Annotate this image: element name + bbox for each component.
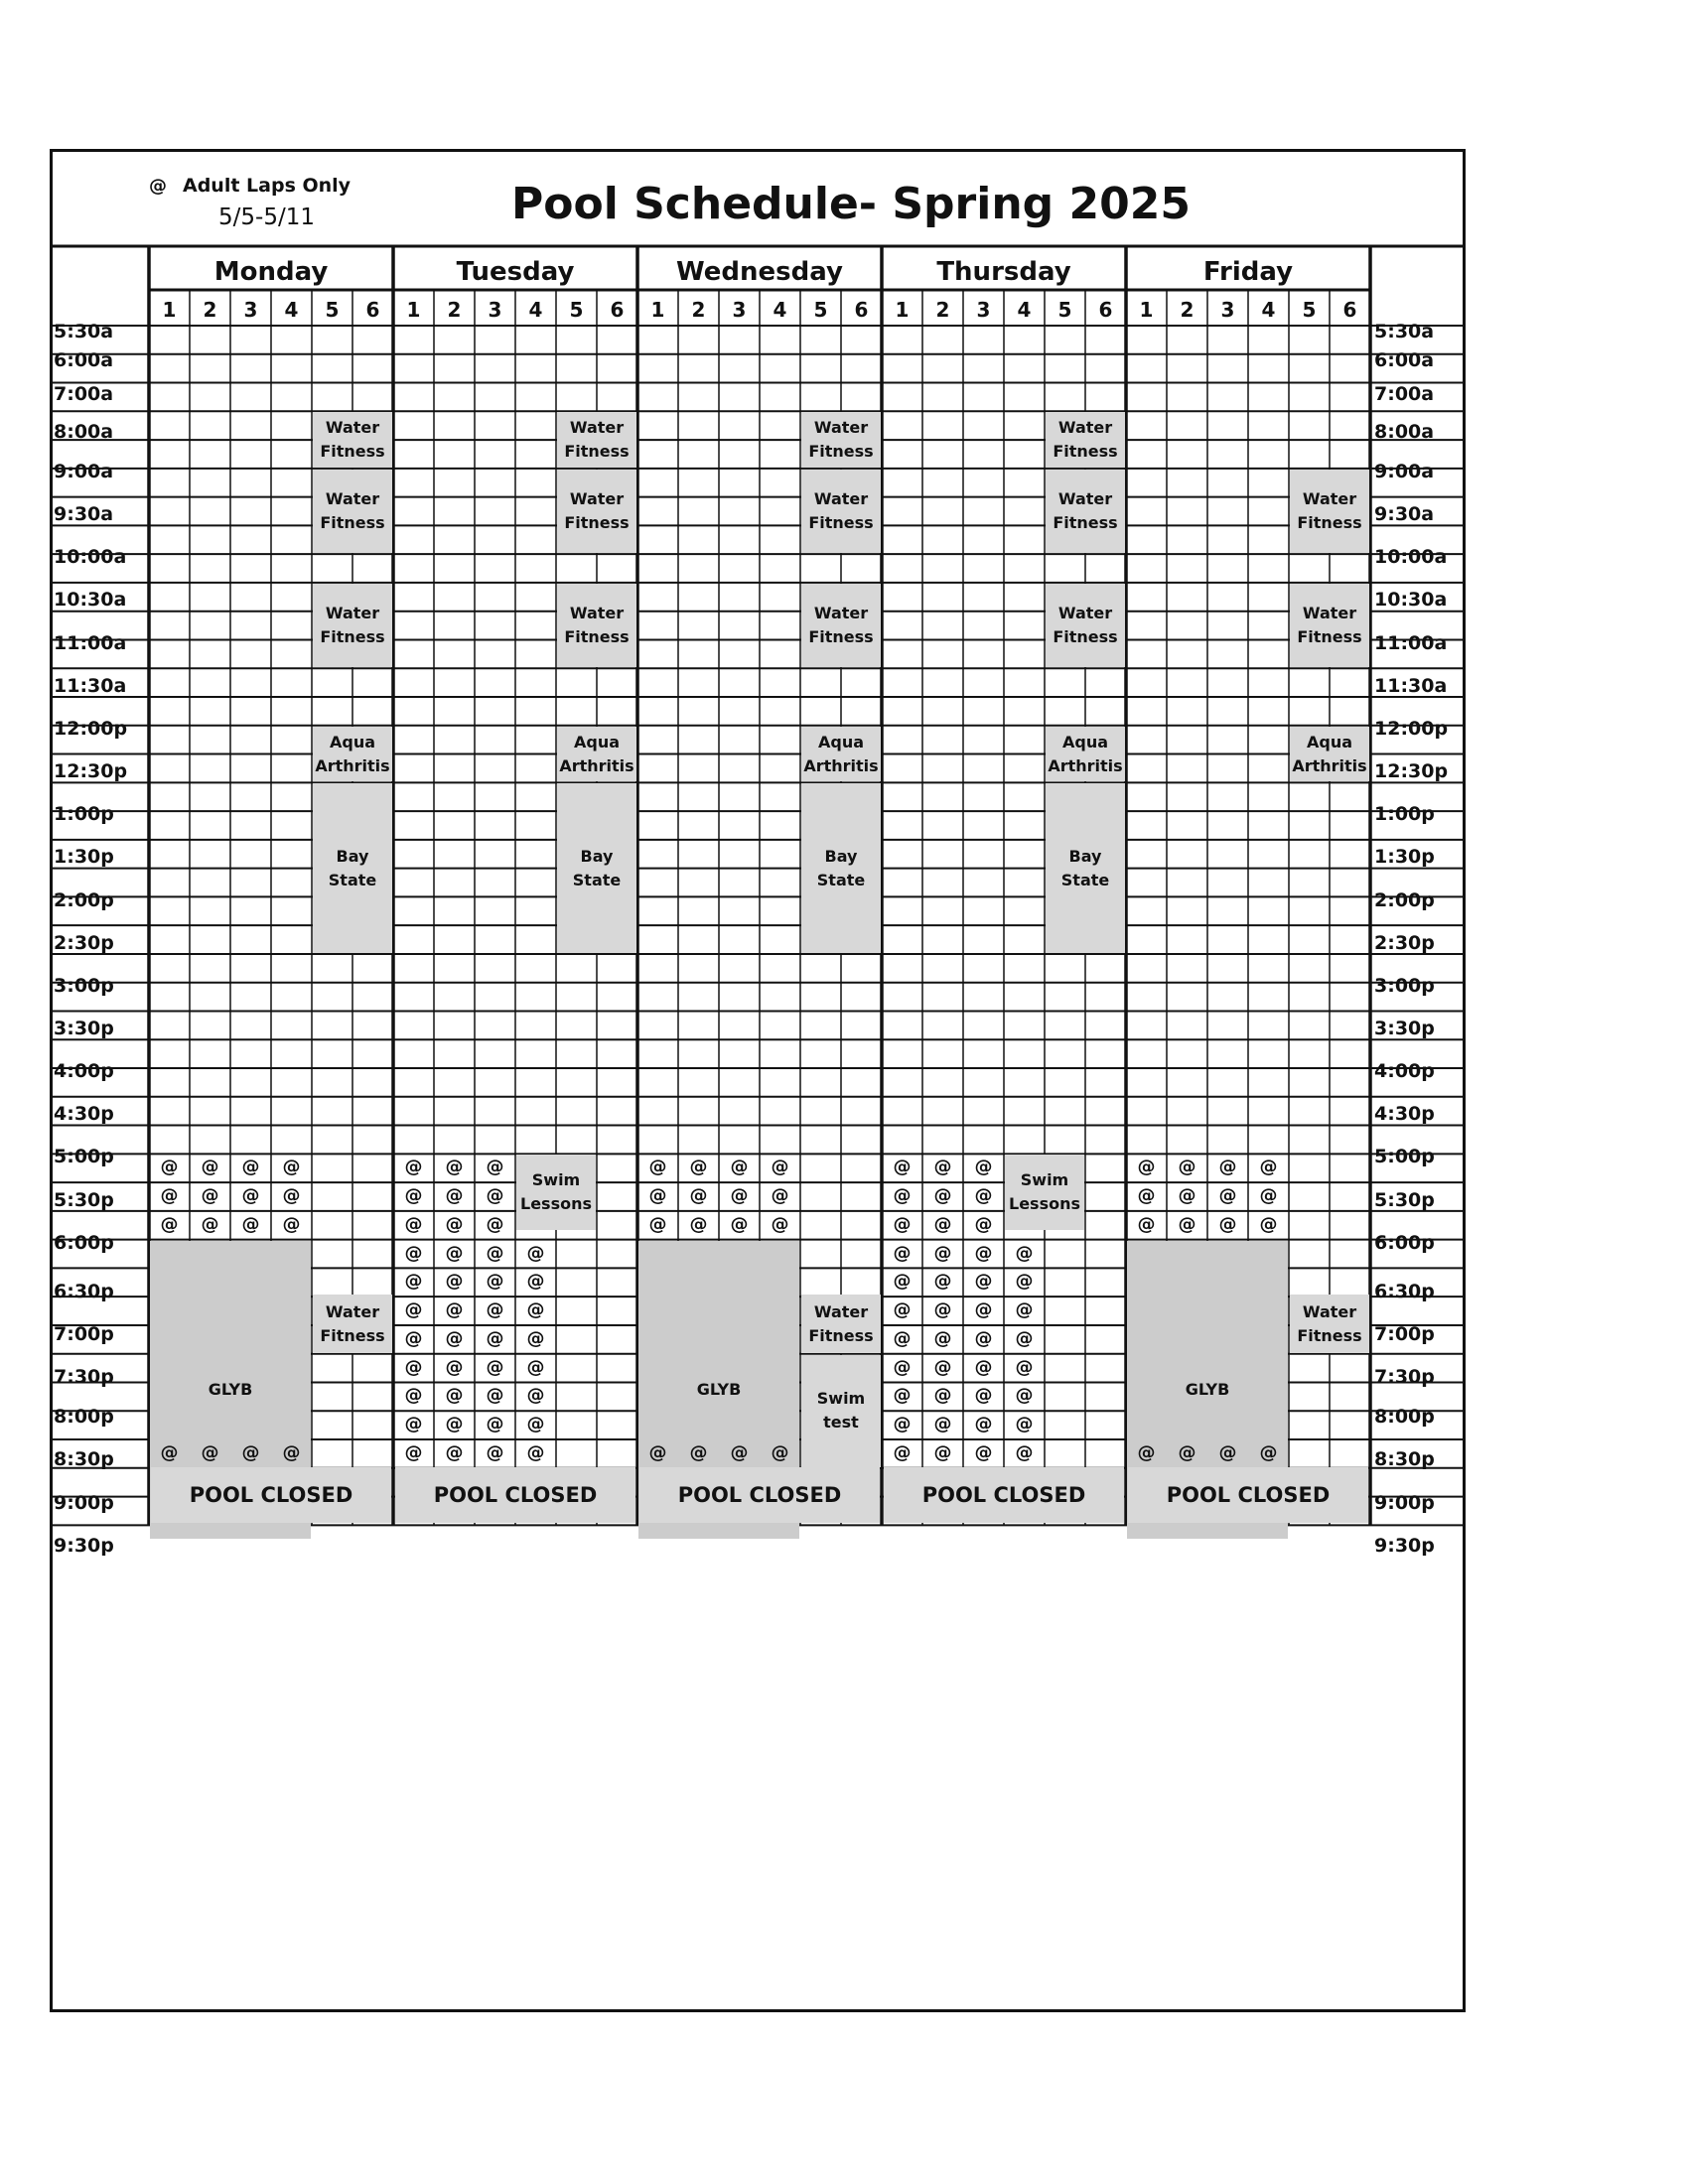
adult-laps-mark: @ <box>201 1157 219 1178</box>
aqua-arthritis-block: Aqua Arthritis <box>1046 727 1125 782</box>
time-label: 6:00a <box>54 348 114 371</box>
legend <box>149 175 351 197</box>
adult-laps-mark: @ <box>486 1185 504 1207</box>
lane-header: 2 <box>691 298 706 322</box>
time-label: 12:00p <box>1374 717 1449 740</box>
lane-header: 5 <box>1057 298 1072 322</box>
adult-laps-mark: @ <box>689 1442 708 1464</box>
glyb-block: GLYB <box>150 1241 311 1540</box>
time-label: 9:00p <box>54 1491 114 1514</box>
day-header-thursday: Thursday <box>936 257 1071 287</box>
adult-laps-mark: @ <box>282 1442 301 1464</box>
time-label: 9:30p <box>54 1534 114 1557</box>
adult-laps-mark: @ <box>526 1385 545 1407</box>
lane-header: 6 <box>1098 298 1113 322</box>
lane-header: 1 <box>406 298 421 322</box>
adult-laps-mark: @ <box>526 1414 545 1435</box>
adult-laps-mark: @ <box>893 1414 912 1435</box>
adult-laps-mark: @ <box>893 1213 912 1235</box>
adult-laps-mark: @ <box>282 1157 301 1178</box>
pool-closed-block: POOL CLOSED <box>639 1467 880 1523</box>
time-label: 2:00p <box>1374 888 1435 911</box>
time-label: 8:00a <box>54 420 114 443</box>
time-label: 3:00p <box>54 974 114 997</box>
adult-laps-mark: @ <box>282 1213 301 1235</box>
time-label: 1:00p <box>1374 803 1435 826</box>
time-label: 6:00p <box>54 1231 114 1254</box>
adult-laps-mark: @ <box>486 1299 504 1321</box>
adult-laps-mark: @ <box>1259 1213 1278 1235</box>
adult-laps-mark: @ <box>486 1213 504 1235</box>
adult-laps-mark: @ <box>445 1385 464 1407</box>
water-fitness-block: Water Fitness <box>801 412 881 468</box>
pool-schedule-sheet <box>50 149 1466 2012</box>
adult-laps-mark: @ <box>404 1356 423 1378</box>
time-label: 8:00a <box>1374 420 1435 443</box>
adult-laps-mark: @ <box>648 1213 667 1235</box>
adult-laps-mark: @ <box>893 1385 912 1407</box>
time-label: 5:00p <box>54 1146 114 1168</box>
adult-laps-mark: @ <box>1137 1213 1156 1235</box>
adult-laps-mark: @ <box>282 1185 301 1207</box>
adult-laps-mark: @ <box>404 1442 423 1464</box>
pool-closed-block: POOL CLOSED <box>1128 1467 1368 1523</box>
adult-laps-mark: @ <box>974 1385 993 1407</box>
time-label: 12:00p <box>54 717 128 740</box>
glyb-block: GLYB <box>638 1241 799 1540</box>
time-label: 11:30a <box>1374 674 1448 697</box>
lane-header: 2 <box>203 298 217 322</box>
adult-laps-mark: @ <box>404 1299 423 1321</box>
water-fitness-block: Water Fitness <box>801 1295 881 1352</box>
adult-laps-mark: @ <box>404 1327 423 1349</box>
adult-laps-mark: @ <box>1015 1385 1034 1407</box>
adult-laps-mark: @ <box>1178 1213 1196 1235</box>
adult-laps-mark: @ <box>771 1213 789 1235</box>
lane-header: 4 <box>1261 298 1276 322</box>
time-label: 12:30p <box>1374 760 1449 783</box>
adult-laps-mark: @ <box>730 1157 749 1178</box>
lane-header: 3 <box>488 298 502 322</box>
time-label: 4:30p <box>1374 1103 1435 1126</box>
adult-laps-mark: @ <box>974 1185 993 1207</box>
pool-closed-block: POOL CLOSED <box>151 1467 391 1523</box>
adult-laps-mark: @ <box>974 1157 993 1178</box>
time-label: 7:00a <box>1374 383 1435 406</box>
adult-laps-mark: @ <box>1137 1442 1156 1464</box>
adult-laps-mark: @ <box>160 1157 179 1178</box>
adult-laps-mark: @ <box>974 1271 993 1293</box>
adult-laps-mark: @ <box>974 1213 993 1235</box>
time-label: 10:30a <box>54 589 127 612</box>
adult-laps-mark: @ <box>445 1242 464 1264</box>
bay-state-block: Bay State <box>1046 783 1125 953</box>
time-label: 7:00a <box>54 383 114 406</box>
time-label: 2:00p <box>54 888 114 911</box>
adult-laps-mark: @ <box>445 1414 464 1435</box>
adult-laps-mark: @ <box>1137 1185 1156 1207</box>
lane-header: 3 <box>732 298 747 322</box>
time-label: 7:30p <box>54 1365 114 1388</box>
adult-laps-mark: @ <box>974 1414 993 1435</box>
water-fitness-block: Water Fitness <box>1046 470 1125 553</box>
adult-laps-mark: @ <box>241 1157 260 1178</box>
adult-laps-mark: @ <box>1259 1442 1278 1464</box>
time-label: 9:00p <box>1374 1491 1435 1514</box>
adult-laps-symbol: @ <box>149 176 167 197</box>
adult-laps-mark: @ <box>893 1185 912 1207</box>
swim-lessons-block: Swim Lessons <box>516 1155 596 1230</box>
time-label: 4:00p <box>54 1060 114 1083</box>
bay-state-block: Bay State <box>801 783 881 953</box>
time-label: 8:30p <box>1374 1448 1435 1471</box>
lane-header: 1 <box>650 298 665 322</box>
adult-laps-mark: @ <box>893 1356 912 1378</box>
adult-laps-mark: @ <box>893 1299 912 1321</box>
adult-laps-mark: @ <box>1015 1299 1034 1321</box>
adult-laps-mark: @ <box>201 1185 219 1207</box>
adult-laps-mark: @ <box>1178 1185 1196 1207</box>
lane-header: 3 <box>243 298 258 322</box>
lane-header: 2 <box>935 298 950 322</box>
day-header-wednesday: Wednesday <box>676 257 843 287</box>
time-label: 4:00p <box>1374 1060 1435 1083</box>
lane-header: 3 <box>1220 298 1235 322</box>
adult-laps-mark: @ <box>404 1185 423 1207</box>
adult-laps-mark: @ <box>933 1356 952 1378</box>
adult-laps-mark: @ <box>445 1157 464 1178</box>
time-label: 10:00a <box>1374 546 1448 569</box>
water-fitness-block: Water Fitness <box>313 470 392 553</box>
adult-laps-mark: @ <box>933 1414 952 1435</box>
adult-laps-mark: @ <box>1015 1242 1034 1264</box>
adult-laps-mark: @ <box>1178 1442 1196 1464</box>
aqua-arthritis-block: Aqua Arthritis <box>801 727 881 782</box>
day-header-friday: Friday <box>1202 257 1294 287</box>
adult-laps-mark: @ <box>201 1442 219 1464</box>
adult-laps-mark: @ <box>974 1356 993 1378</box>
adult-laps-mark: @ <box>1015 1327 1034 1349</box>
lane-header: 4 <box>528 298 543 322</box>
adult-laps-mark: @ <box>486 1242 504 1264</box>
aqua-arthritis-block: Aqua Arthritis <box>1290 727 1369 782</box>
adult-laps-mark: @ <box>771 1185 789 1207</box>
adult-laps-mark: @ <box>404 1414 423 1435</box>
aqua-arthritis-block: Aqua Arthritis <box>557 727 636 782</box>
adult-laps-mark: @ <box>445 1356 464 1378</box>
swim-lessons-block: Swim Lessons <box>1005 1155 1084 1230</box>
adult-laps-mark: @ <box>974 1442 993 1464</box>
adult-laps-mark: @ <box>730 1213 749 1235</box>
swim-test-block: Swim test <box>801 1355 881 1467</box>
lane-header: 1 <box>1139 298 1154 322</box>
adult-laps-mark: @ <box>771 1442 789 1464</box>
adult-laps-mark: @ <box>1218 1213 1237 1235</box>
lane-header: 3 <box>976 298 991 322</box>
adult-laps-mark: @ <box>404 1385 423 1407</box>
adult-laps-mark: @ <box>404 1157 423 1178</box>
adult-laps-mark: @ <box>974 1299 993 1321</box>
water-fitness-block: Water Fitness <box>313 584 392 667</box>
adult-laps-mark: @ <box>933 1157 952 1178</box>
time-label: 7:00p <box>1374 1322 1435 1345</box>
water-fitness-block: Water Fitness <box>1046 584 1125 667</box>
adult-laps-mark: @ <box>486 1414 504 1435</box>
adult-laps-mark: @ <box>445 1299 464 1321</box>
adult-laps-mark: @ <box>445 1213 464 1235</box>
adult-laps-mark: @ <box>486 1157 504 1178</box>
time-label: 10:00a <box>54 546 127 569</box>
adult-laps-mark: @ <box>893 1242 912 1264</box>
lane-header: 4 <box>1017 298 1032 322</box>
adult-laps-mark: @ <box>771 1157 789 1178</box>
adult-laps-mark: @ <box>526 1271 545 1293</box>
adult-laps-mark: @ <box>933 1271 952 1293</box>
schedule-grid <box>50 149 1466 2012</box>
water-fitness-block: Water Fitness <box>557 412 636 468</box>
time-label: 9:00a <box>54 460 114 482</box>
adult-laps-mark: @ <box>1259 1185 1278 1207</box>
adult-laps-mark: @ <box>648 1442 667 1464</box>
time-label: 4:30p <box>54 1103 114 1126</box>
adult-laps-mark: @ <box>404 1271 423 1293</box>
time-label: 8:00p <box>1374 1406 1435 1429</box>
adult-laps-mark: @ <box>1015 1356 1034 1378</box>
adult-laps-mark: @ <box>404 1242 423 1264</box>
adult-laps-mark: @ <box>486 1327 504 1349</box>
legend-label: Adult Laps Only <box>183 175 352 197</box>
lane-header: 6 <box>1342 298 1357 322</box>
day-header-monday: Monday <box>213 257 329 287</box>
time-label: 3:00p <box>1374 974 1435 997</box>
adult-laps-mark: @ <box>1218 1157 1237 1178</box>
glyb-block: GLYB <box>1127 1241 1288 1540</box>
adult-laps-mark: @ <box>445 1442 464 1464</box>
day-header-tuesday: Tuesday <box>456 257 575 287</box>
adult-laps-mark: @ <box>933 1442 952 1464</box>
adult-laps-mark: @ <box>526 1327 545 1349</box>
adult-laps-mark: @ <box>486 1356 504 1378</box>
adult-laps-mark: @ <box>933 1242 952 1264</box>
water-fitness-block: Water Fitness <box>1290 584 1369 667</box>
time-label: 6:00p <box>1374 1231 1435 1254</box>
lane-header: 2 <box>1180 298 1195 322</box>
adult-laps-mark: @ <box>893 1327 912 1349</box>
adult-laps-mark: @ <box>526 1299 545 1321</box>
time-label: 8:30p <box>54 1448 114 1471</box>
adult-laps-mark: @ <box>445 1327 464 1349</box>
time-label: 2:30p <box>1374 931 1435 954</box>
time-label: 12:30p <box>54 760 128 783</box>
water-fitness-block: Water Fitness <box>1290 470 1369 553</box>
time-label: 1:30p <box>1374 846 1435 869</box>
adult-laps-mark: @ <box>445 1271 464 1293</box>
lane-header: 6 <box>365 298 380 322</box>
adult-laps-mark: @ <box>1178 1157 1196 1178</box>
adult-laps-mark: @ <box>526 1356 545 1378</box>
adult-laps-mark: @ <box>974 1242 993 1264</box>
time-label: 1:00p <box>54 803 114 826</box>
time-label: 9:30p <box>1374 1534 1435 1557</box>
adult-laps-mark: @ <box>1218 1442 1237 1464</box>
adult-laps-mark: @ <box>730 1185 749 1207</box>
pool-closed-block: POOL CLOSED <box>395 1467 635 1523</box>
lane-header: 1 <box>895 298 910 322</box>
time-label: 3:30p <box>1374 1017 1435 1039</box>
lane-header: 6 <box>854 298 869 322</box>
lane-header: 4 <box>773 298 787 322</box>
adult-laps-mark: @ <box>404 1213 423 1235</box>
time-label: 11:30a <box>54 674 127 697</box>
time-label: 3:30p <box>54 1017 114 1039</box>
adult-laps-mark: @ <box>160 1185 179 1207</box>
lane-header: 4 <box>284 298 299 322</box>
adult-laps-mark: @ <box>526 1242 545 1264</box>
water-fitness-block: Water Fitness <box>801 470 881 553</box>
time-label: 5:30a <box>1374 321 1435 342</box>
adult-laps-mark: @ <box>893 1157 912 1178</box>
adult-laps-mark: @ <box>689 1157 708 1178</box>
time-label: 9:30a <box>54 503 114 526</box>
water-fitness-block: Water Fitness <box>801 584 881 667</box>
date-range: 5/5-5/11 <box>218 205 315 230</box>
bay-state-block: Bay State <box>313 783 392 953</box>
time-label: 5:30p <box>54 1188 114 1211</box>
time-label: 6:30p <box>54 1280 114 1302</box>
adult-laps-mark: @ <box>933 1185 952 1207</box>
time-label: 2:30p <box>54 931 114 954</box>
pool-closed-block: POOL CLOSED <box>884 1467 1124 1523</box>
time-label: 5:30a <box>54 321 114 342</box>
time-label: 8:00p <box>54 1406 114 1429</box>
time-label: 7:30p <box>1374 1365 1435 1388</box>
page-title: Pool Schedule- Spring 2025 <box>511 179 1191 229</box>
adult-laps-mark: @ <box>1015 1442 1034 1464</box>
time-label: 11:00a <box>1374 631 1448 654</box>
time-label: 7:00p <box>54 1322 114 1345</box>
time-label: 9:30a <box>1374 503 1435 526</box>
lane-header: 2 <box>447 298 462 322</box>
time-label: 1:30p <box>54 846 114 869</box>
water-fitness-block: Water Fitness <box>313 412 392 468</box>
adult-laps-mark: @ <box>1259 1157 1278 1178</box>
adult-laps-mark: @ <box>445 1185 464 1207</box>
adult-laps-mark: @ <box>160 1213 179 1235</box>
adult-laps-mark: @ <box>689 1213 708 1235</box>
water-fitness-block: Water Fitness <box>557 470 636 553</box>
adult-laps-mark: @ <box>486 1442 504 1464</box>
adult-laps-mark: @ <box>933 1385 952 1407</box>
bay-state-block: Bay State <box>557 783 636 953</box>
aqua-arthritis-block: Aqua Arthritis <box>313 727 392 782</box>
time-label: 6:30p <box>1374 1280 1435 1302</box>
adult-laps-mark: @ <box>1015 1414 1034 1435</box>
adult-laps-mark: @ <box>893 1442 912 1464</box>
water-fitness-block: Water Fitness <box>1290 1295 1369 1352</box>
lane-header: 5 <box>325 298 340 322</box>
adult-laps-mark: @ <box>1015 1271 1034 1293</box>
time-label: 5:00p <box>1374 1146 1435 1168</box>
lane-header: 5 <box>1302 298 1317 322</box>
adult-laps-mark: @ <box>1137 1157 1156 1178</box>
adult-laps-mark: @ <box>526 1442 545 1464</box>
adult-laps-mark: @ <box>160 1442 179 1464</box>
time-label: 10:30a <box>1374 589 1448 612</box>
adult-laps-mark: @ <box>241 1185 260 1207</box>
adult-laps-mark: @ <box>1218 1185 1237 1207</box>
lane-header: 6 <box>610 298 625 322</box>
adult-laps-mark: @ <box>933 1327 952 1349</box>
adult-laps-mark: @ <box>689 1185 708 1207</box>
adult-laps-mark: @ <box>893 1271 912 1293</box>
time-label: 9:00a <box>1374 460 1435 482</box>
time-label: 5:30p <box>1374 1188 1435 1211</box>
adult-laps-mark: @ <box>648 1185 667 1207</box>
adult-laps-mark: @ <box>241 1213 260 1235</box>
adult-laps-mark: @ <box>486 1385 504 1407</box>
adult-laps-mark: @ <box>730 1442 749 1464</box>
water-fitness-block: Water Fitness <box>557 584 636 667</box>
lane-header: 5 <box>813 298 828 322</box>
time-label: 11:00a <box>54 631 127 654</box>
time-label: 6:00a <box>1374 348 1435 371</box>
adult-laps-mark: @ <box>648 1157 667 1178</box>
lane-header: 1 <box>162 298 177 322</box>
adult-laps-mark: @ <box>486 1271 504 1293</box>
adult-laps-mark: @ <box>974 1327 993 1349</box>
water-fitness-block: Water Fitness <box>313 1295 392 1352</box>
lane-header: 5 <box>569 298 584 322</box>
adult-laps-mark: @ <box>201 1213 219 1235</box>
water-fitness-block: Water Fitness <box>1046 412 1125 468</box>
adult-laps-mark: @ <box>933 1299 952 1321</box>
adult-laps-mark: @ <box>241 1442 260 1464</box>
adult-laps-mark: @ <box>933 1213 952 1235</box>
